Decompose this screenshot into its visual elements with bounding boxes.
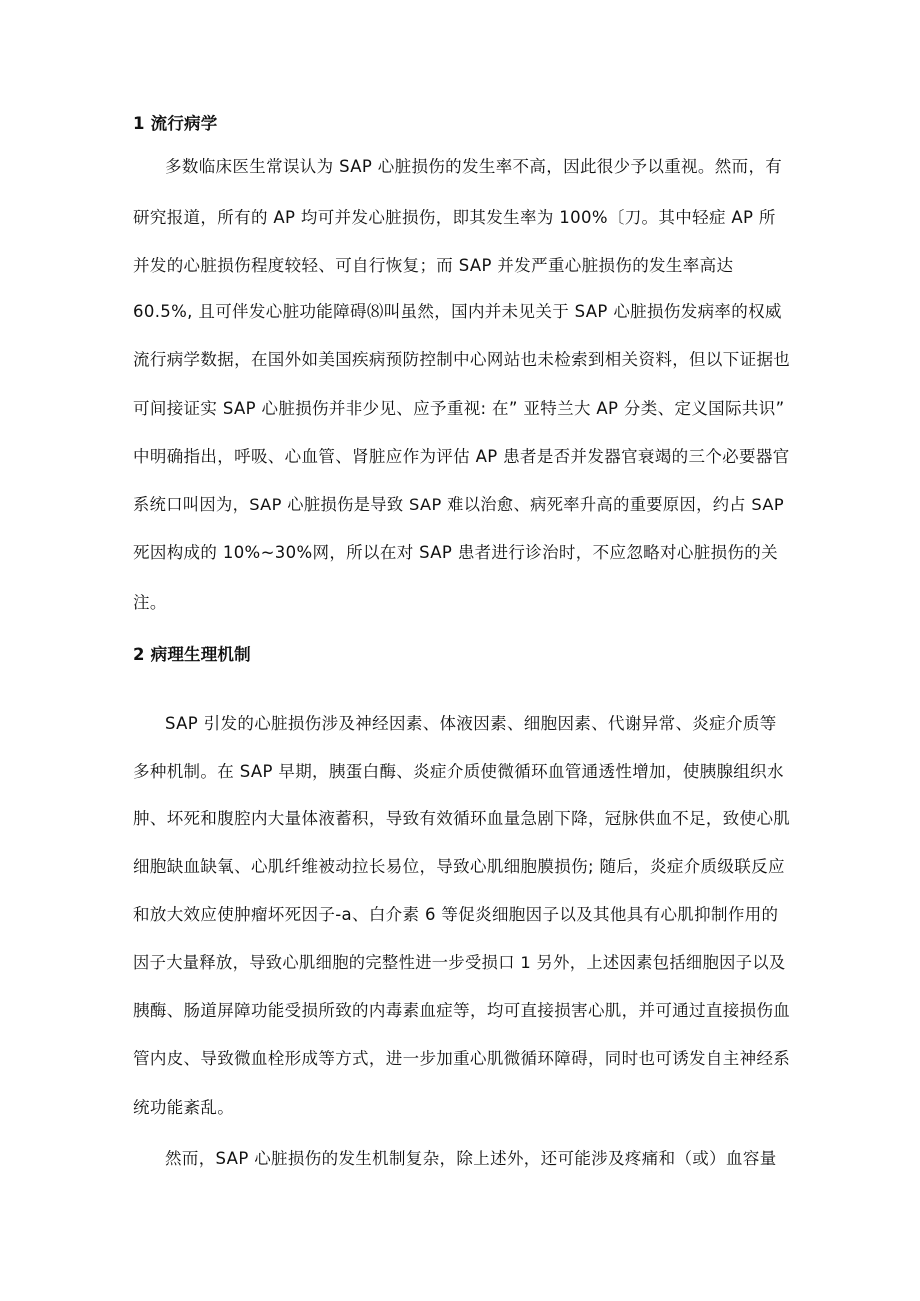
paragraph-line: 注。 [133, 593, 167, 612]
paragraph-line: 管内皮、导致微血栓形成等方式，进一步加重心肌微循环障碍，同时也可诱发自主神经系 [133, 1049, 791, 1068]
paragraph-line: 肿、坏死和腹腔内大量体液蓄积，导致有效循环血量急剧下降，冠脉供血不足，致使心肌 [133, 809, 791, 828]
paragraph-line: 统功能紊乱。 [133, 1098, 235, 1117]
paragraph-line: 60.5%, 且可伴发心脏功能障碍⑻叫虽然，国内并未见关于 SAP 心脏损伤发病率的权威 [133, 302, 782, 321]
paragraph-line: 研究报道，所有的 AP 均可并发心脏损伤，即其发生率为 100%〔刀。其中轻症 AP 所 [133, 208, 776, 227]
paragraph-line: 并发的心脏损伤程度较轻、可自行恢复；而 SAP 并发严重心脏损伤的发生率高达 [133, 256, 734, 275]
paragraph-line: 多数临床医生常误认为 SAP 心脏损伤的发生率不高，因此很少予以重视。然而，有 [165, 157, 783, 176]
paragraph-line: 流行病学数据，在国外如美国疾病预防控制中心网站也未检索到相关资料，但以下证据也 [133, 350, 791, 369]
paragraph-line: 系统口叫因为，SAP 心脏损伤是导致 SAP 难以治愈、病死率升高的重要原因，约占 SAP [133, 495, 785, 514]
paragraph-line: 和放大效应使肿瘤坏死因子-a、白介素 6 等促炎细胞因子以及其他具有心肌抑制作用的 [133, 905, 779, 924]
paragraph-line: 因子大量释放，导致心肌细胞的完整性进一步受损口 1 另外，上述因素包括细胞因子以及 [133, 953, 786, 972]
paragraph-line: 胰酶、肠道屏障功能受损所致的内毒素血症等，均可直接损害心肌，并可通过直接损伤血 [133, 1001, 791, 1020]
paragraph-line: 死因构成的 10%~30%网，所以在对 SAP 患者进行诊治时，不应忽略对心脏损伤的关 [133, 543, 778, 562]
paragraph-line: 多种机制。在 SAP 早期，胰蛋白酶、炎症介质使微循环血管通透性增加，使胰腺组织水 [133, 762, 784, 781]
paragraph-line: 然而，SAP 心脏损伤的发生机制复杂，除上述外，还可能涉及疼痛和（或）血容量 [165, 1149, 777, 1168]
paragraph-line: 可间接证实 SAP 心脏损伤并非少见、应予重视: 在” 亚特兰大 AP 分类、定义国际共识” [133, 399, 785, 418]
section-heading-pathophysiology: 2 病理生理机制 [133, 645, 251, 664]
paragraph-line: 细胞缺血缺氧、心肌纤维被动拉长易位，导致心肌细胞膜损伤; 随后，炎症介质级联反应 [133, 857, 785, 876]
paragraph-line: SAP 引发的心脏损伤涉及神经因素、体液因素、细胞因素、代谢异常、炎症介质等 [165, 714, 777, 733]
paragraph-line: 中明确指出，呼吸、心血管、肾脏应作为评估 AP 患者是否并发器官衰竭的三个必要器官 [133, 447, 790, 466]
section-heading-epidemiology: 1 流行病学 [133, 114, 218, 133]
